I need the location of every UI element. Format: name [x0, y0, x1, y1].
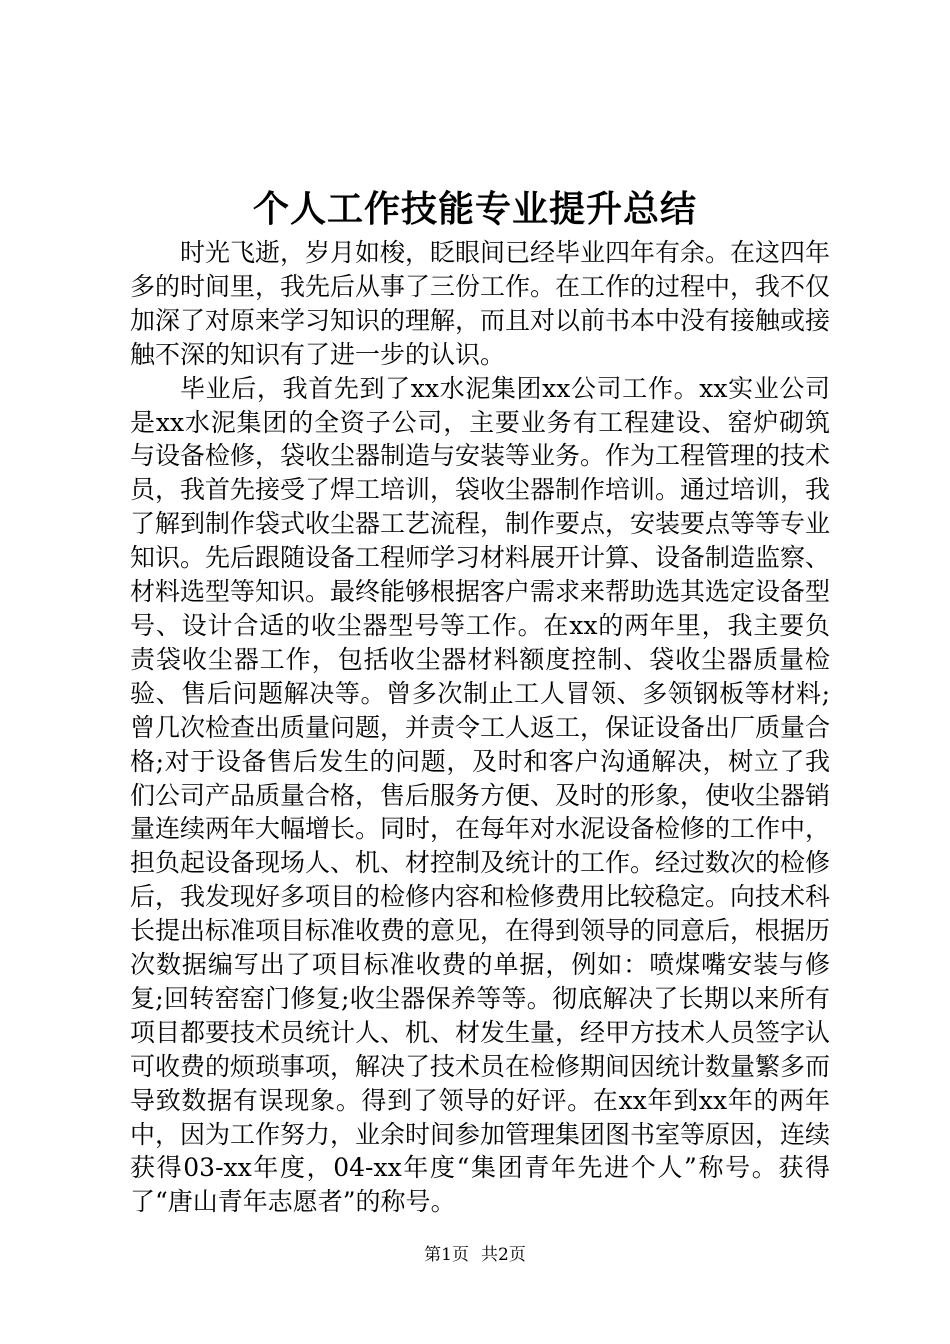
page-total: 共2页 — [481, 1245, 526, 1265]
paragraph-1: 时光飞逝，岁月如梭，眨眼间已经毕业四年有余。在这四年多的时间里，我先后从事了三份工作。在工作的过程中，我不仅加深了对原来学习知识的理解，而且对以前书本中没有接触或接触不深的知识有了进一步的认识。 — [130, 238, 831, 369]
paragraph-2: 毕业后，我首先到了xx水泥集团xx公司工作。xx实业公司是xx水泥集团的全资子公司，主要业务有工程建设、窑炉砌筑与设备检修，袋收尘器制造与安装等业务。作为工程管理的技术员，我首先接受了焊工培训，袋收尘器制作培训。通过培训，我了解到制作袋式收尘器工艺流程，制作要点，安装要点等等专业知识。先后跟随设备工程师学习材料展开计算、设备制造监察、材料选型等知识。最终能够根据客户需求来帮助选其选定设备型号、设计合适的收尘器型号等工作。在xx的两年里，我主要负责袋收尘器工作，包括收尘器材料额度控制、袋收尘器质量检验、售后问题解决等。曾多次制止工人冒领、多领钢板等材料;曾几次检查出质量问题，并责令工人返工，保证设备出厂质量合格;对于设备售后发生的问题，及时和客户沟通解决，树立了我们公司产品质量合格，售后服务方便、及时的形象，使收尘器销量连续两年大幅增长。同时，在每年对水泥设备检修的工作中，担负起设备现场人、机、材控制及统计的工作。经过数次的检修后，我发现好多项目的检修内容和检修费用比较稳定。向技术科长提出标准项目标准收费的意见，在得到领导的同意后，根据历次数据编写出了项目标准收费的单据，例如：喷煤嘴安装与修复;回转窑窑门修复;收尘器保养等等。彻底解决了长期以来所有项目都要技术员统计人、机、材发生量，经甲方技术人员签字认可收费的烦琐事项，解决了技术员在检修期间因统计数量繁多而导致数据有误现象。得到了领导的好评。在xx年到xx年的两年中，因为工作努力，业余时间参加管理集团图书室等原因，连续获得03-xx年度，04-xx年度“集团青年先进个人”称号。获得了“唐山青年志愿者”的称号。 — [130, 373, 831, 1217]
document-body — [130, 236, 830, 1219]
page-number: 第1页 — [424, 1245, 469, 1265]
document-title: 个人工作技能专业提升总结 — [252, 188, 697, 230]
page-footer — [0, 1243, 950, 1267]
